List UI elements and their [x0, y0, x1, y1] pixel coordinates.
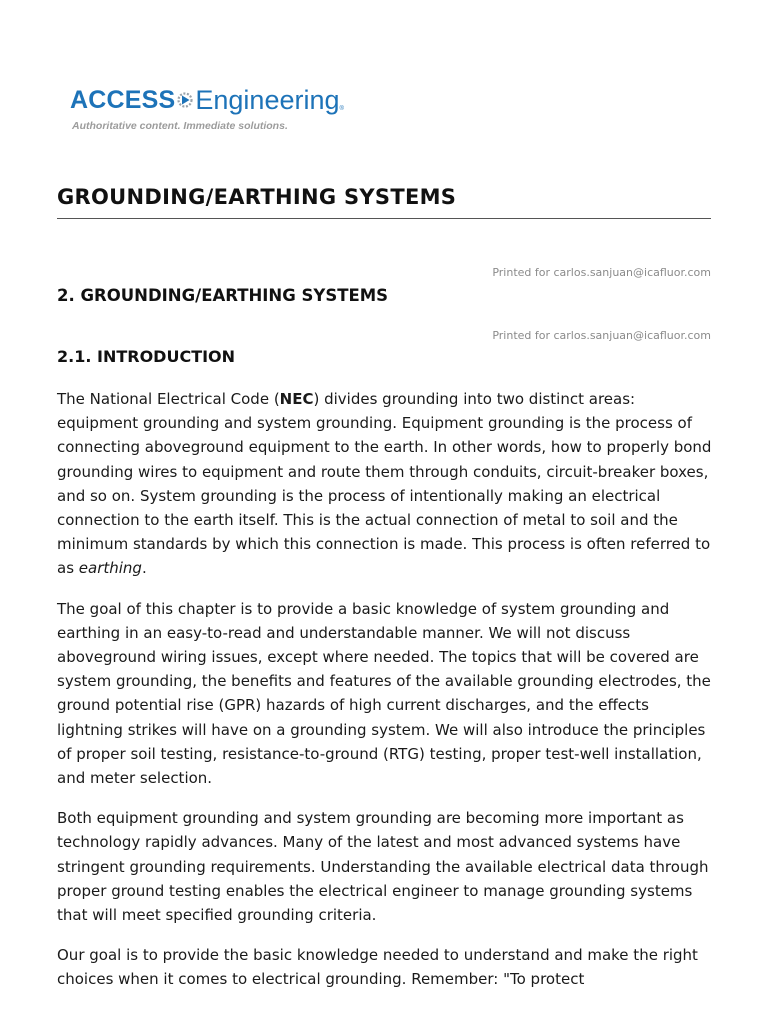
earthing-term: earthing: [78, 559, 142, 578]
paragraph-3: Both equipment grounding and system grounding are becoming more important as technology rapidly advances. Many of the latest and most advanced systems have stringent grounding requirements. Understanding the available electrical data through proper ground testing enables the electrical engineer to manage grounding systems that will meet specified grounding criteria.: [57, 809, 709, 925]
title-divider: [57, 218, 711, 219]
gear-arrow-icon: [176, 89, 194, 111]
body-text: [57, 387, 717, 1008]
section-heading: 2. GROUNDING/EARTHING SYSTEMS: [57, 286, 389, 305]
nec-abbreviation: NEC: [279, 390, 314, 408]
logo-registered-mark: ®: [339, 106, 344, 112]
paragraph-1: [57, 387, 717, 581]
paragraph-1-start: The National Electrical Code (: [57, 390, 280, 408]
paragraph-2: The goal of this chapter is to provide a basic knowledge of system grounding and earthing in an easy-to-read and understandable manner. We will not discuss aboveground wiring issues, except where needed. The topics that will be covered are system grounding, the benefits and features of the available grounding electrodes, the ground potential rise (GPR) hazards of high current discharges, and the effects lightning strikes will have on a grounding system. We will also introduce the principles of proper soil testing, resistance-to-ground (RTG) testing, proper test-well installation, and meter selection.: [57, 599, 711, 788]
paragraph-4: Our goal is to provide the basic knowledge needed to understand and make the right choices when it comes to electrical grounding. Remember: "To protect: [57, 946, 698, 989]
subsection-heading: 2.1. INTRODUCTION: [57, 347, 236, 366]
printed-for-note: Printed for carlos.sanjuan@icafluor.com: [492, 266, 711, 279]
logo-access-text: ACCESS: [70, 85, 176, 114]
paragraph-1-end: .: [141, 559, 147, 578]
paragraph-1-middle: ) divides grounding into two distinct areas: equipment grounding and system grounding. Equipment grounding is the process of connecting aboveground equipment to the earth. In other words, how to properly bond grounding wires to equipment and route them through conduits, circuit-breaker boxes, and so on. System grounding is the process of intentionally making an electrical connection to the earth itself. This is the actual connection of metal to soil and the minimum standards by which this connection is made. This process is often referred to as: [57, 390, 712, 578]
printed-for-note: Printed for carlos.sanjuan@icafluor.com: [492, 329, 711, 342]
logo-wordmark: [70, 82, 360, 118]
logo-tagline: Authoritative content. Immediate solutions.: [72, 120, 288, 132]
logo-engineering-text: Engineering: [195, 84, 340, 115]
access-engineering-logo: [70, 82, 360, 138]
document-title: GROUNDING/EARTHING SYSTEMS: [57, 185, 457, 209]
